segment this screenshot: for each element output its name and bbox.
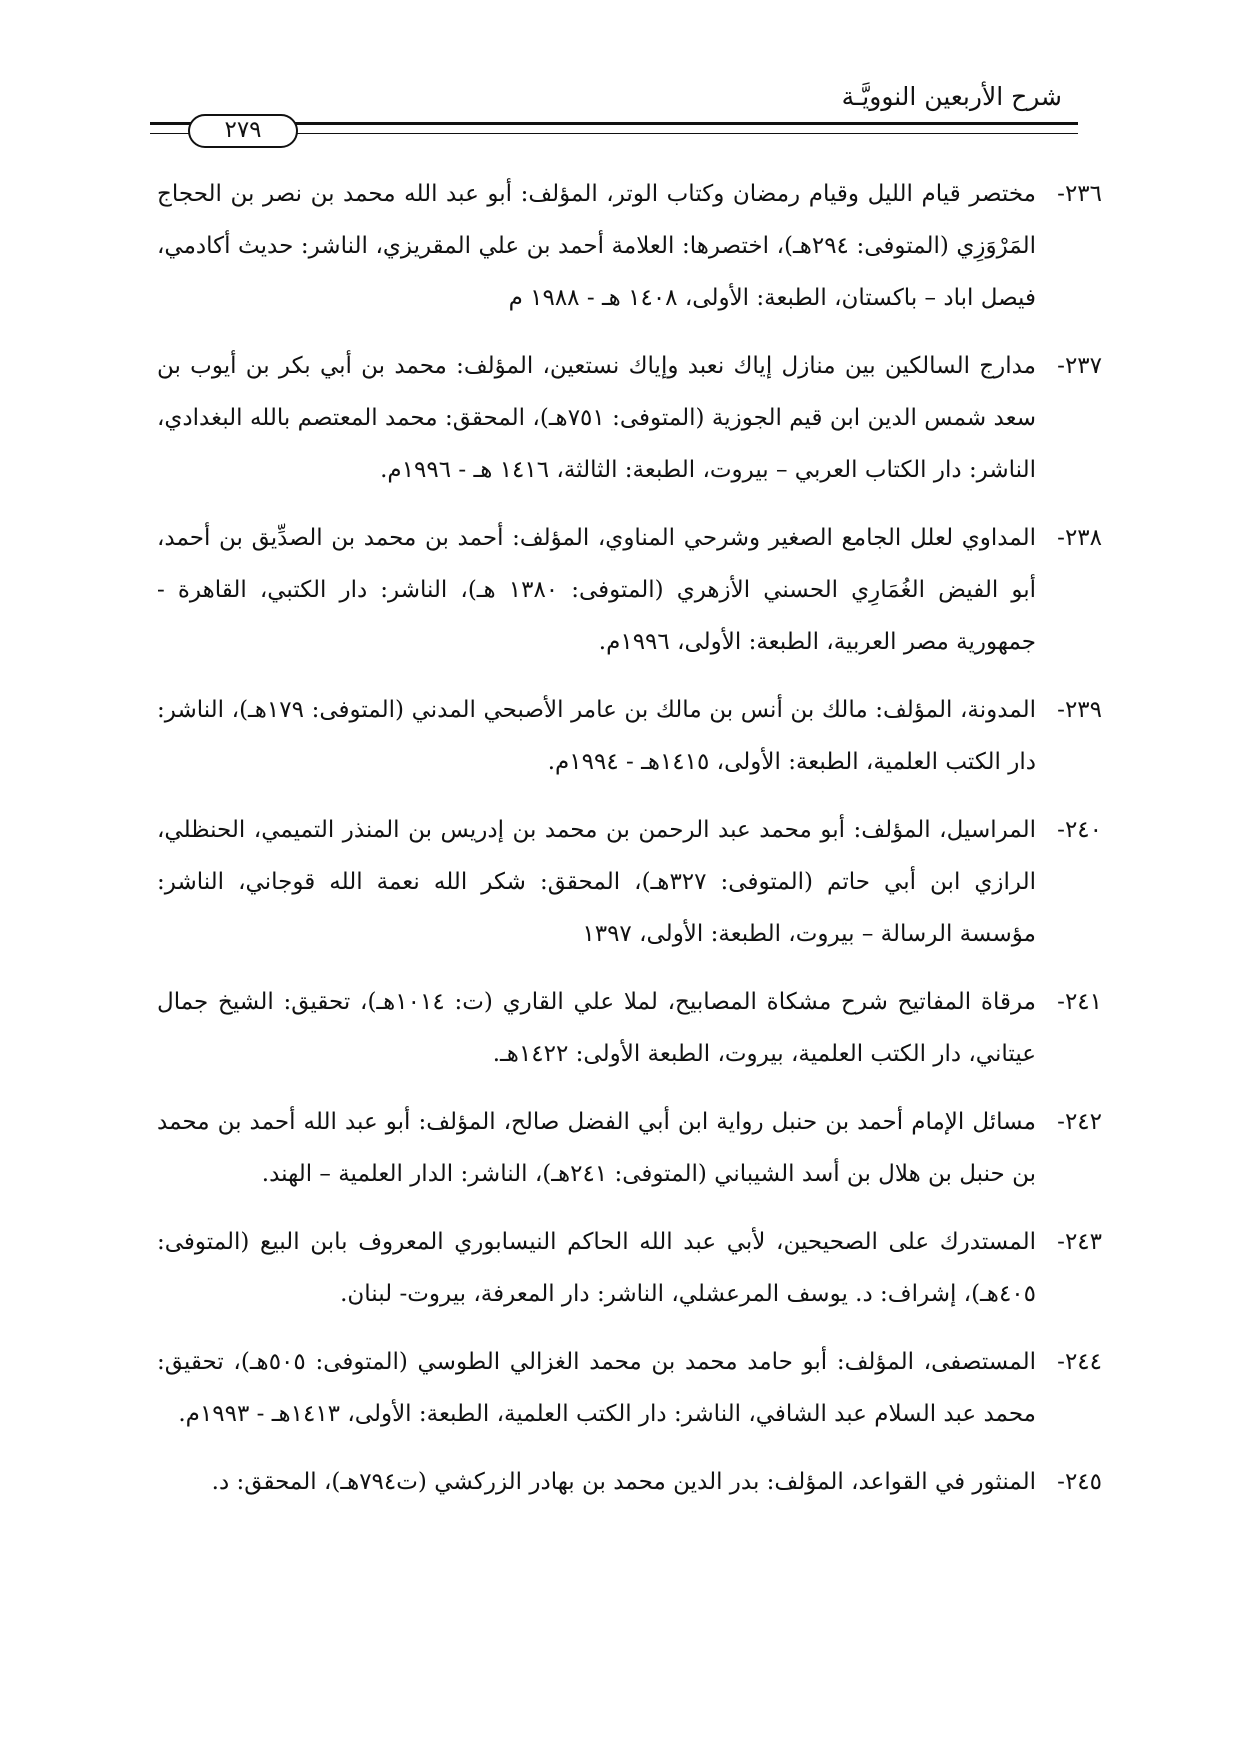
entry-number: ٢٤٥-: [1057, 1469, 1102, 1495]
bibliography-list: [157, 168, 1102, 1524]
entry-text: المداوي لعلل الجامع الصغير وشرحي المناوي، المؤلف: أحمد بن محمد بن الصدِّيق بن أحمد، أبو الفيض الغُمَارِي الحسني الأزهري (المتوفى: ١٣٨٠ هـ)، الناشر: دار الكتبي، القاهرة - جمهورية مصر العربية، الطبعة: الأولى، ١٩٩٦م.: [157, 525, 1037, 655]
entry-text: المدونة، المؤلف: مالك بن أنس بن مالك بن عامر الأصبحي المدني (المتوفى: ١٧٩هـ)، الناشر: دار الكتب العلمية، الطبعة: الأولى، ١٤١٥هـ - ١٩٩٤م.: [157, 697, 1036, 775]
bibliography-entry: [157, 340, 1102, 496]
entry-text: مرقاة المفاتيح شرح مشكاة المصابيح، لملا علي القاري (ت: ١٠١٤هـ)، تحقيق: الشيخ جمال عيتاني، دار الكتب العلمية، بيروت، الطبعة الأولى: ١٤٢٢هـ.: [157, 989, 1036, 1067]
entry-text: مختصر قيام الليل وقيام رمضان وكتاب الوتر، المؤلف: أبو عبد الله محمد بن نصر بن الحجاج المَرْوَزِي (المتوفى: ٢٩٤هـ)، اختصرها: العلامة أحمد بن علي المقريزي، الناشر: حديث أكادمي، فيصل اباد – باكستان، الطبعة: الأولى، ١٤٠٨ هـ - ١٩٨٨ م: [157, 181, 1036, 311]
entry-number: ٢٤٣-: [1057, 1229, 1102, 1255]
entry-text: المراسيل، المؤلف: أبو محمد عبد الرحمن بن محمد بن إدريس بن المنذر التميمي، الحنظلي، الرازي ابن أبي حاتم (المتوفى: ٣٢٧هـ)، المحقق: شكر الله نعمة الله قوجاني، الناشر: مؤسسة الرسالة – بيروت، الطبعة: الأولى، ١٣٩٧: [157, 817, 1036, 947]
entry-number: ٢٣٩-: [1057, 697, 1102, 723]
entry-text: المستصفى، المؤلف: أبو حامد محمد بن محمد الغزالي الطوسي (المتوفى: ٥٠٥هـ)، تحقيق: محمد عبد السلام عبد الشافي، الناشر: دار الكتب العلمية، الطبعة: الأولى، ١٤١٣هـ - ١٩٩٣م.: [157, 1349, 1036, 1427]
running-header-title: شرح الأربعين النوويَّـة: [841, 82, 1062, 111]
entry-number: ٢٤١-: [1057, 989, 1102, 1015]
entry-number: ٢٤٢-: [1057, 1109, 1102, 1135]
bibliography-entry: [157, 1336, 1102, 1440]
bibliography-entry: [157, 684, 1102, 788]
entry-text: المستدرك على الصحيحين، لأبي عبد الله الحاكم النيسابوري المعروف بابن البيع (المتوفى: ٤٠٥هـ)، إشراف: د. يوسف المرعشلي، الناشر: دار المعرفة، بيروت- لبنان.: [157, 1229, 1036, 1307]
entry-number: ٢٤٤-: [1057, 1349, 1102, 1375]
bibliography-entry: [157, 168, 1102, 324]
page-number: ٢٧٩: [188, 114, 298, 148]
bibliography-entry: [157, 1216, 1102, 1320]
entry-number: ٢٣٦-: [1057, 181, 1102, 207]
entry-number: ٢٣٧-: [1057, 353, 1102, 379]
bibliography-entry: [157, 1456, 1102, 1508]
bibliography-entry: [157, 804, 1102, 960]
entry-number: ٢٤٠-: [1057, 817, 1102, 843]
bibliography-entry: [157, 976, 1102, 1080]
entry-text: مسائل الإمام أحمد بن حنبل رواية ابن أبي الفضل صالح، المؤلف: أبو عبد الله أحمد بن محمد بن حنبل بن هلال بن أسد الشيباني (المتوفى: ٢٤١هـ)، الناشر: الدار العلمية – الهند.: [157, 1109, 1036, 1187]
entry-number: ٢٣٨-: [1057, 525, 1102, 551]
bibliography-entry: [157, 512, 1102, 668]
entry-text: مدارج السالكين بين منازل إياك نعبد وإياك نستعين، المؤلف: محمد بن أبي بكر بن أيوب بن سعد شمس الدين ابن قيم الجوزية (المتوفى: ٧٥١هـ)، المحقق: محمد المعتصم بالله البغدادي، الناشر: دار الكتاب العربي – بيروت، الطبعة: الثالثة، ١٤١٦ هـ - ١٩٩٦م.: [157, 353, 1036, 483]
bibliography-entry: [157, 1096, 1102, 1200]
entry-text: المنثور في القواعد، المؤلف: بدر الدين محمد بن بهادر الزركشي (ت٧٩٤هـ)، المحقق: د.: [211, 1469, 1036, 1495]
